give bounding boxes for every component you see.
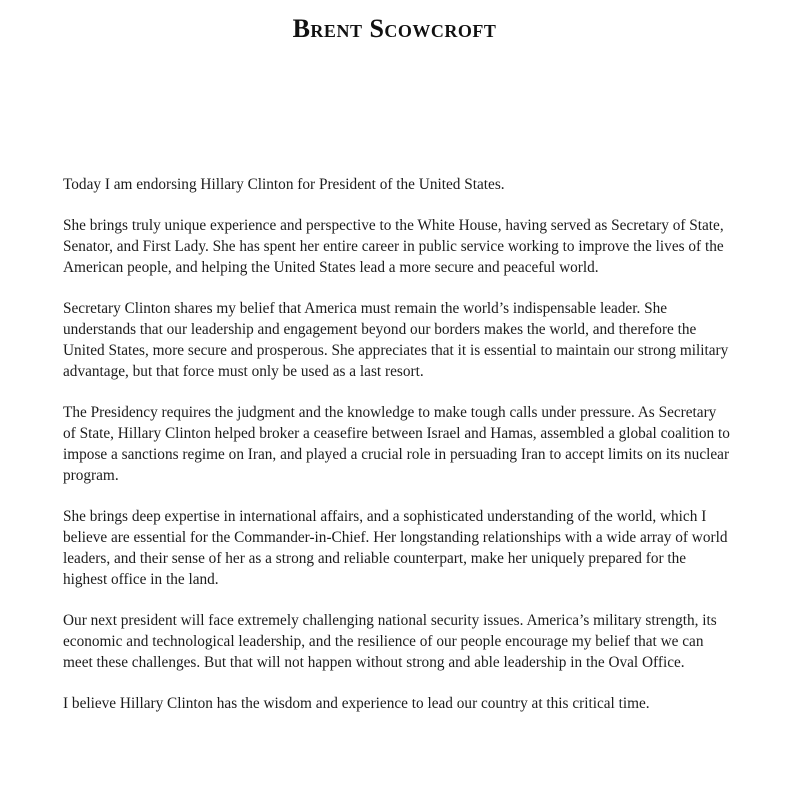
paragraph-endorsement: Today I am endorsing Hillary Clinton for President of the United States.: [63, 176, 505, 193]
paragraph-experience: She brings truly unique experience and perspective to the White House, having served as Secretary of State, Senator, and First Lady. She has spent her entire career in public service working to improve the lives of the American people, and helping the United States lead a more secure and peaceful world.: [63, 217, 724, 276]
letter-body: [63, 174, 731, 734]
paragraph-conclusion: I believe Hillary Clinton has the wisdom and experience to lead our country at this critical time.: [63, 695, 650, 712]
paragraph-presidency: The Presidency requires the judgment and the knowledge to make tough calls under pressure. As Secretary of State, Hillary Clinton helped broker a ceasefire between Israel and Hamas, assembled a global coalition to impose a sanctions regime on Iran, and played a crucial role in persuading Iran to accept limits on its nuclear program.: [63, 404, 730, 484]
paragraph-challenges: Our next president will face extremely challenging national security issues. America’s military strength, its economic and technological leadership, and the resilience of our people encourage my belief that we can meet these challenges. But that will not happen without strong and able leadership in the Oval Office.: [63, 612, 717, 671]
paragraph-expertise: She brings deep expertise in international affairs, and a sophisticated understanding of the world, which I believe are essential for the Commander-in-Chief. Her longstanding relationships with a wide array of world leaders, and their sense of her as a strong and reliable counterpart, make her uniquely prepared for the highest office in the land.: [63, 508, 728, 588]
letterhead-name: Brent Scowcroft: [292, 14, 497, 43]
paragraph-leadership: Secretary Clinton shares my belief that America must remain the world’s indispensable leader. She understands that our leadership and engagement beyond our borders makes the world, and therefore the United States, more secure and prosperous. She appreciates that it is essential to maintain our strong military advantage, but that force must only be used as a last resort.: [63, 300, 729, 380]
